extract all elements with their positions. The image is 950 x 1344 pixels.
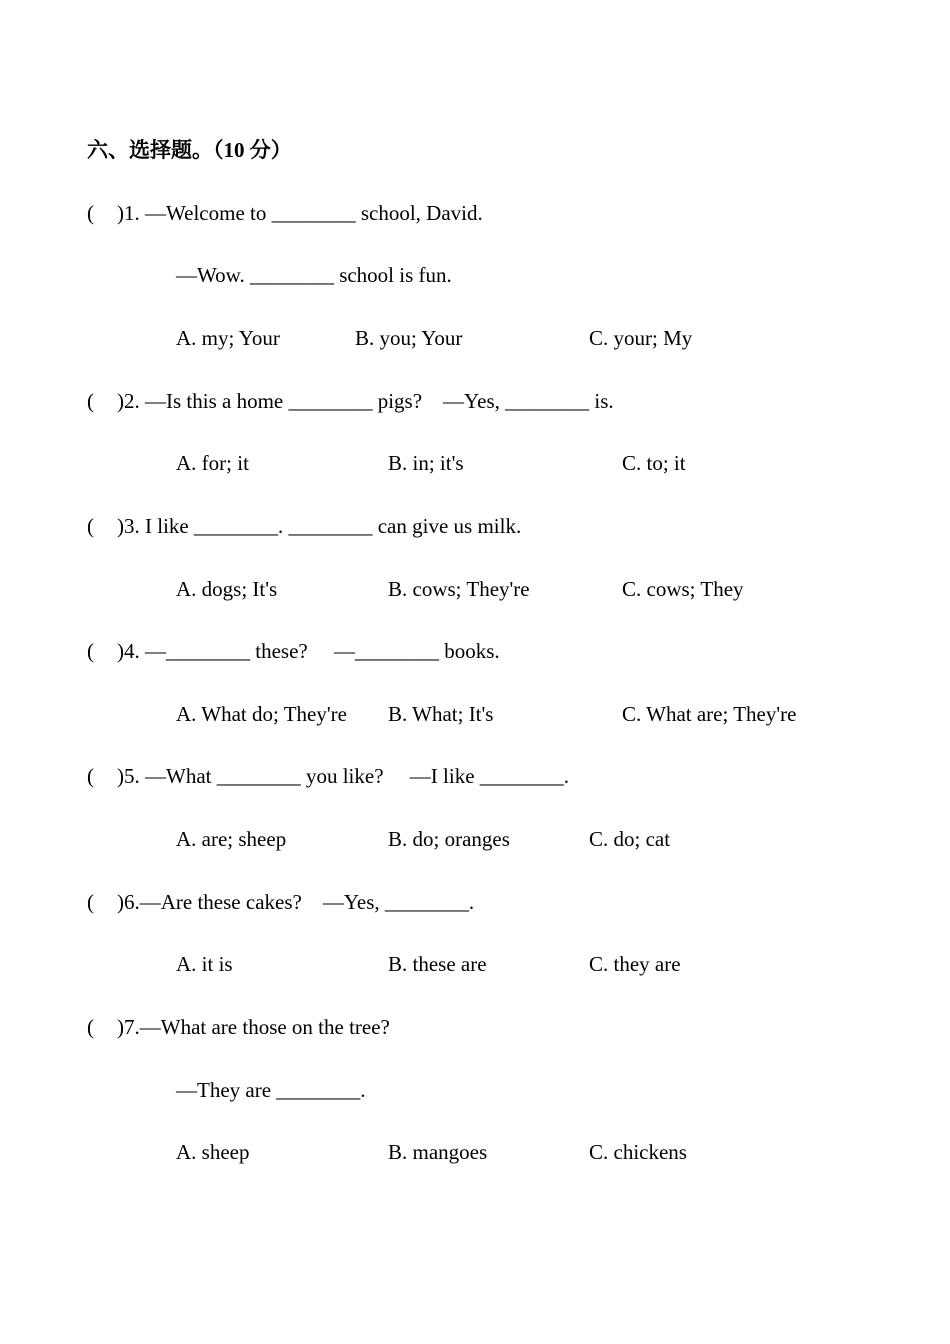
option-a: A. it is	[176, 952, 233, 976]
question-stem: )5. —What ________ you like? —I like ________.	[117, 764, 570, 788]
section-heading: 六、选择题。（10 分）	[87, 138, 292, 162]
option-b: B. What; It's	[388, 702, 494, 726]
option-a: A. my; Your	[176, 326, 280, 350]
question-stem: )4. —________ these? —________ books.	[117, 639, 500, 663]
question-stem: )2. —Is this a home ________ pigs? —Yes, ________ is.	[117, 389, 614, 413]
option-b: B. in; it's	[388, 451, 464, 475]
option-a: A. sheep	[176, 1140, 250, 1164]
answer-paren: (	[87, 201, 94, 225]
option-a: A. for; it	[176, 451, 249, 475]
option-b: B. do; oranges	[388, 827, 510, 851]
option-c: C. What are; They're	[622, 702, 797, 726]
question-subline: —Wow. ________ school is fun.	[176, 263, 452, 287]
option-a: A. What do; They're	[176, 702, 347, 726]
question-stem: )3. I like ________. ________ can give us milk.	[117, 514, 522, 538]
question-stem: )7.—What are those on the tree?	[117, 1015, 390, 1039]
option-b: B. cows; They're	[388, 577, 530, 601]
option-b: B. these are	[388, 952, 487, 976]
option-c: C. chickens	[589, 1140, 687, 1164]
question-subline: —They are ________.	[176, 1078, 366, 1102]
question-stem: )6.—Are these cakes? —Yes, ________.	[117, 890, 475, 914]
option-c: C. your; My	[589, 326, 693, 350]
answer-paren: (	[87, 639, 94, 663]
option-c: C. do; cat	[589, 827, 671, 851]
option-c: C. they are	[589, 952, 681, 976]
option-b: B. you; Your	[355, 326, 463, 350]
question-stem: )1. —Welcome to ________ school, David.	[117, 201, 483, 225]
option-a: A. are; sheep	[176, 827, 287, 851]
option-a: A. dogs; It's	[176, 577, 278, 601]
answer-paren: (	[87, 389, 94, 413]
answer-paren: (	[87, 890, 94, 914]
option-c: C. cows; They	[622, 577, 744, 601]
answer-paren: (	[87, 514, 94, 538]
answer-paren: (	[87, 764, 94, 788]
option-b: B. mangoes	[388, 1140, 488, 1164]
option-c: C. to; it	[622, 451, 686, 475]
answer-paren: (	[87, 1015, 94, 1039]
